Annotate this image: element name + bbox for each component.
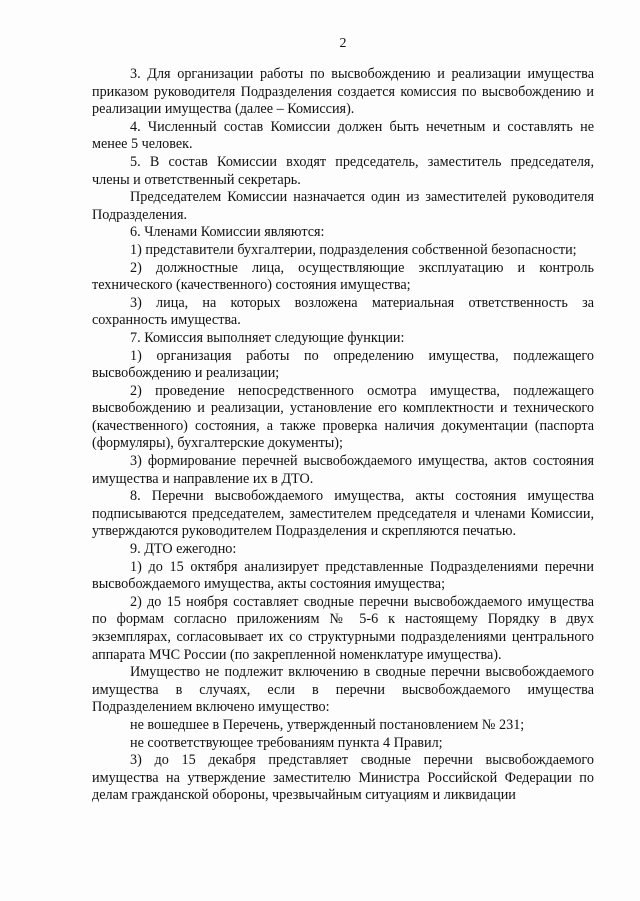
paragraph-6-item-2: 2) должностные лица, осуществляющие эксплуатацию и контроль технического (качественного) состояния имущества; (92, 259, 594, 294)
paragraph-7-item-3: 3) формирование перечней высвобождаемого имущества, актов состояния имущества и направление их в ДТО. (92, 453, 594, 487)
paragraph-8: 8. Перечни высвобождаемого имущества, акты состояния имущества подписываются председателем, заместителем председателя и членами Комиссии, утверждаются руководителем Подразделения и скрепляются печатью. (92, 488, 594, 540)
paragraph-6: 6. Членами Комиссии являются: (130, 224, 325, 241)
paragraph-3: 3. Для организации работы по высвобождению и реализации имущества приказом руководителя Подразделения создается комиссия по высвобождению и реализации имущества (далее – Комиссия). (92, 66, 594, 118)
paragraph-6-item-3: 3) лица, на которых возложена материальная ответственность за сохранность имущества. (92, 294, 594, 329)
paragraph-9-item-3: 3) до 15 декабря представляет сводные перечни высвобождаемого имущества на утверждение заместителю Министра Российской Федерации по делам гражданской обороны, чрезвычайным ситуациям и ликвидации (92, 752, 594, 804)
paragraph-5-chairman: Председателем Комиссии назначается один из заместителей руководителя Подразделения. (92, 189, 594, 223)
paragraph-6-item-1: 1) представители бухгалтерии, подразделения собственной безопасности; (130, 241, 577, 258)
paragraph-7: 7. Комиссия выполняет следующие функции: (130, 329, 405, 346)
paragraph-4: 4. Численный состав Комиссии должен быть нечетным и составлять не менее 5 человек. (92, 118, 594, 153)
paragraph-9-exclusion-case-1: не вошедшее в Перечень, утвержденный постановлением № 231; (130, 716, 525, 733)
paragraph-7-item-2: 2) проведение непосредственного осмотра имущества, подлежащего высвобождению и реализации, установление его комплектности и технического (качественного) состояния, а также проверка наличия документации (паспорта (формуляры), бухгалтерские документы); (92, 382, 594, 452)
paragraph-9-exclusion: Имущество не подлежит включению в сводные перечни высвобождаемого имущества в случаях, если в перечни высвобождаемого имущества Подразделением включено имущество: (92, 664, 594, 716)
paragraph-9-item-1: 1) до 15 октября анализирует представленные Подразделениями перечни высвобождаемого имущества, акты состояния имущества; (92, 558, 594, 593)
page-number: 2 (339, 36, 347, 51)
paragraph-9: 9. ДТО ежегодно: (130, 541, 237, 558)
paragraph-9-item-2: 2) до 15 ноября составляет сводные перечни высвобождаемого имущества по формам согласно приложениям № 5-6 к настоящему Порядку в двух экземплярах, согласовывает их со структурными подразделениями центрального аппарата МЧС России (по закрепленной номенклатуре имущества). (92, 593, 594, 663)
paragraph-7-item-1: 1) организация работы по определению имущества, подлежащего высвобождению и реализации; (92, 347, 594, 382)
paragraph-5: 5. В состав Комиссии входят председатель, заместитель председателя, члены и ответственный секретарь. (92, 153, 594, 188)
paragraph-9-exclusion-case-2: не соответствующее требованиям пункта 4 Правил; (130, 734, 443, 751)
